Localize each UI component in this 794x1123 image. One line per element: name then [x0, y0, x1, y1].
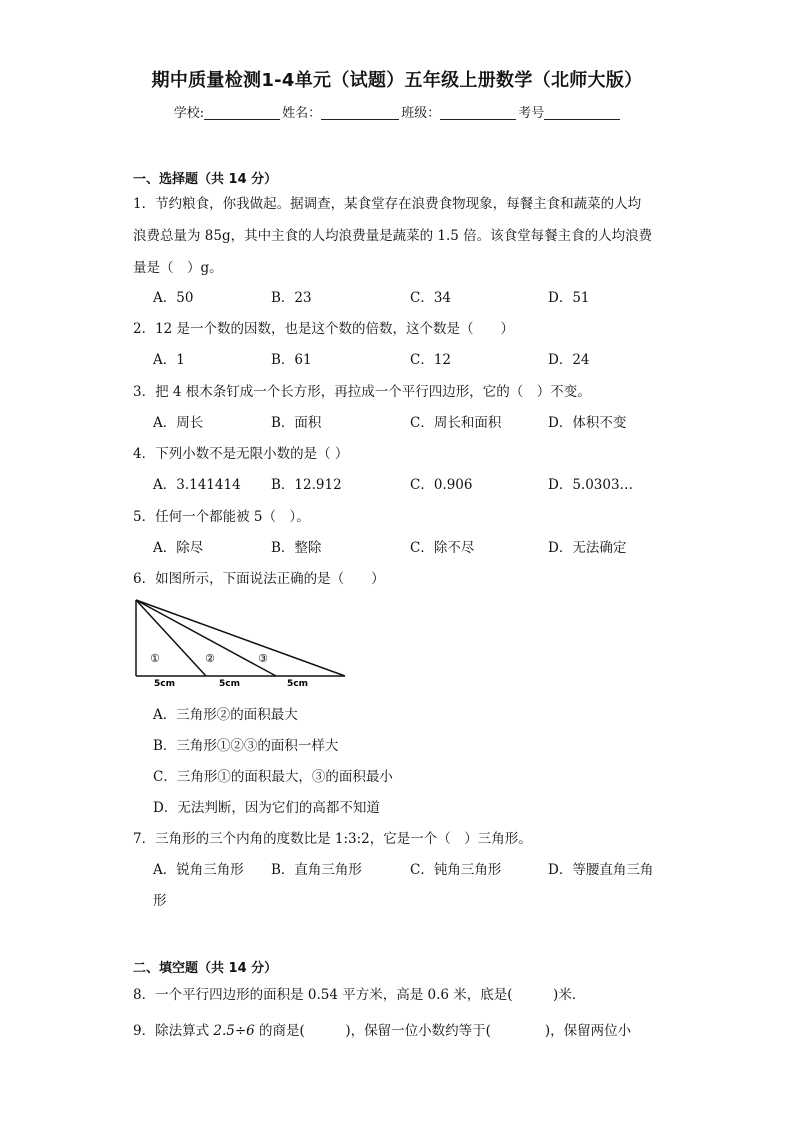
- q4-option-a[interactable]: A．3.141414: [153, 477, 241, 493]
- triangle-label-2: ②: [205, 652, 215, 665]
- q4-text: 4．下列小数不是无限小数的是（ ）: [133, 446, 349, 462]
- q2-option-d[interactable]: D．24: [548, 352, 590, 368]
- name-label: 姓名：: [282, 106, 322, 121]
- section-heading-choice: 一、选择题（共 14 分）: [133, 172, 278, 187]
- q1-line1: 1．节约粮食，你我做起。据调查，某食堂存在浪费食物现象，每餐主食和蔬菜的人均: [133, 196, 642, 212]
- triangle-label-3: ③: [258, 652, 268, 665]
- dim-label-3: 5cm: [287, 679, 308, 689]
- number-label: 考号: [518, 106, 545, 121]
- student-info-row: [0, 102, 794, 121]
- q9-suffix: 的商是( )，保留一位小数约等于( )，保留两位小: [254, 1023, 632, 1039]
- q6-option-d[interactable]: D．无法判断，因为它们的高都不知道: [153, 800, 380, 816]
- q2-option-b[interactable]: B．61: [271, 352, 312, 368]
- q9-expression: 2.5÷6: [213, 1023, 255, 1039]
- q5-option-a[interactable]: A．除尽: [153, 540, 204, 556]
- q7-option-b[interactable]: B．直角三角形: [271, 862, 362, 878]
- q8-text: 8．一个平行四边形的面积是 0.54 平方米，高是 0.6 米，底是( )米．: [133, 987, 586, 1003]
- q9-text: [133, 1019, 631, 1039]
- q5-option-d[interactable]: D．无法确定: [548, 540, 627, 556]
- q3-text: 3．把 4 根木条钉成一个长方形，再拉成一个平行四边形，它的（ ）不变。: [133, 384, 591, 400]
- q4-option-b[interactable]: B．12.912: [271, 477, 342, 493]
- triangle-label-1: ①: [150, 652, 160, 665]
- q4-option-c[interactable]: C．0.906: [410, 477, 473, 493]
- q1-option-a[interactable]: A．50: [153, 290, 194, 306]
- q7-text: 7．三角形的三个内角的度数比是 1:3:2，它是一个（ ）三角形。: [133, 831, 532, 847]
- q3-option-d[interactable]: D．体积不变: [548, 415, 627, 431]
- q5-option-b[interactable]: B．整除: [271, 540, 322, 556]
- q6-option-a[interactable]: A．三角形②的面积最大: [153, 707, 298, 723]
- q5-text: 5．任何一个都能被 5（ ）。: [133, 509, 310, 525]
- school-label: 学校:: [173, 106, 205, 121]
- q1-option-d[interactable]: D．51: [548, 290, 590, 306]
- figure-divider-1: [136, 600, 206, 676]
- section-heading-fill: 二、填空题（共 14 分）: [133, 961, 278, 976]
- q7-option-a[interactable]: A．锐角三角形: [153, 862, 244, 878]
- q3-option-c[interactable]: C．周长和面积: [410, 415, 502, 431]
- q9-prefix: 9．除法算式: [133, 1023, 214, 1039]
- q6-text: 6．如图所示，下面说法正确的是（ ）: [133, 571, 385, 587]
- q7-option-d-wrap: 形: [153, 893, 167, 909]
- q5-option-c[interactable]: C．除不尽: [410, 540, 475, 556]
- dim-label-2: 5cm: [219, 679, 240, 689]
- q4-option-d[interactable]: D．5.0303…: [548, 477, 634, 493]
- q7-option-c[interactable]: C．钝角三角形: [410, 862, 502, 878]
- q2-option-c[interactable]: C．12: [410, 352, 452, 368]
- school-blank[interactable]: [204, 105, 280, 120]
- q1-line2: 浪费总量为 85g，其中主食的人均浪费量是蔬菜的 1.5 倍。该食堂每餐主食的人均浪费: [133, 228, 653, 244]
- name-blank[interactable]: [321, 105, 399, 120]
- q2-text: 2．12 是一个数的因数，也是这个数的倍数，这个数是（ ）: [133, 321, 515, 337]
- triangle-figure: [130, 596, 360, 690]
- class-blank[interactable]: [440, 105, 516, 120]
- q1-line3: 量是（ ）g。: [133, 260, 223, 276]
- q7-option-d[interactable]: D．等腰直角三角: [548, 862, 654, 878]
- q1-option-b[interactable]: B．23: [271, 290, 312, 306]
- q6-option-b[interactable]: B．三角形①②③的面积一样大: [153, 738, 339, 754]
- class-label: 班级：: [401, 106, 441, 121]
- page-title: 期中质量检测1-4单元（试题）五年级上册数学（北师大版）: [151, 70, 643, 91]
- q1-option-c[interactable]: C．34: [410, 290, 452, 306]
- q2-option-a[interactable]: A．1: [153, 352, 185, 368]
- dim-label-1: 5cm: [154, 679, 175, 689]
- figure-hypotenuse: [136, 600, 345, 676]
- q6-option-c[interactable]: C．三角形①的面积最大，③的面积最小: [153, 769, 393, 785]
- q3-option-a[interactable]: A．周长: [153, 415, 204, 431]
- number-blank[interactable]: [544, 105, 620, 120]
- q3-option-b[interactable]: B．面积: [271, 415, 322, 431]
